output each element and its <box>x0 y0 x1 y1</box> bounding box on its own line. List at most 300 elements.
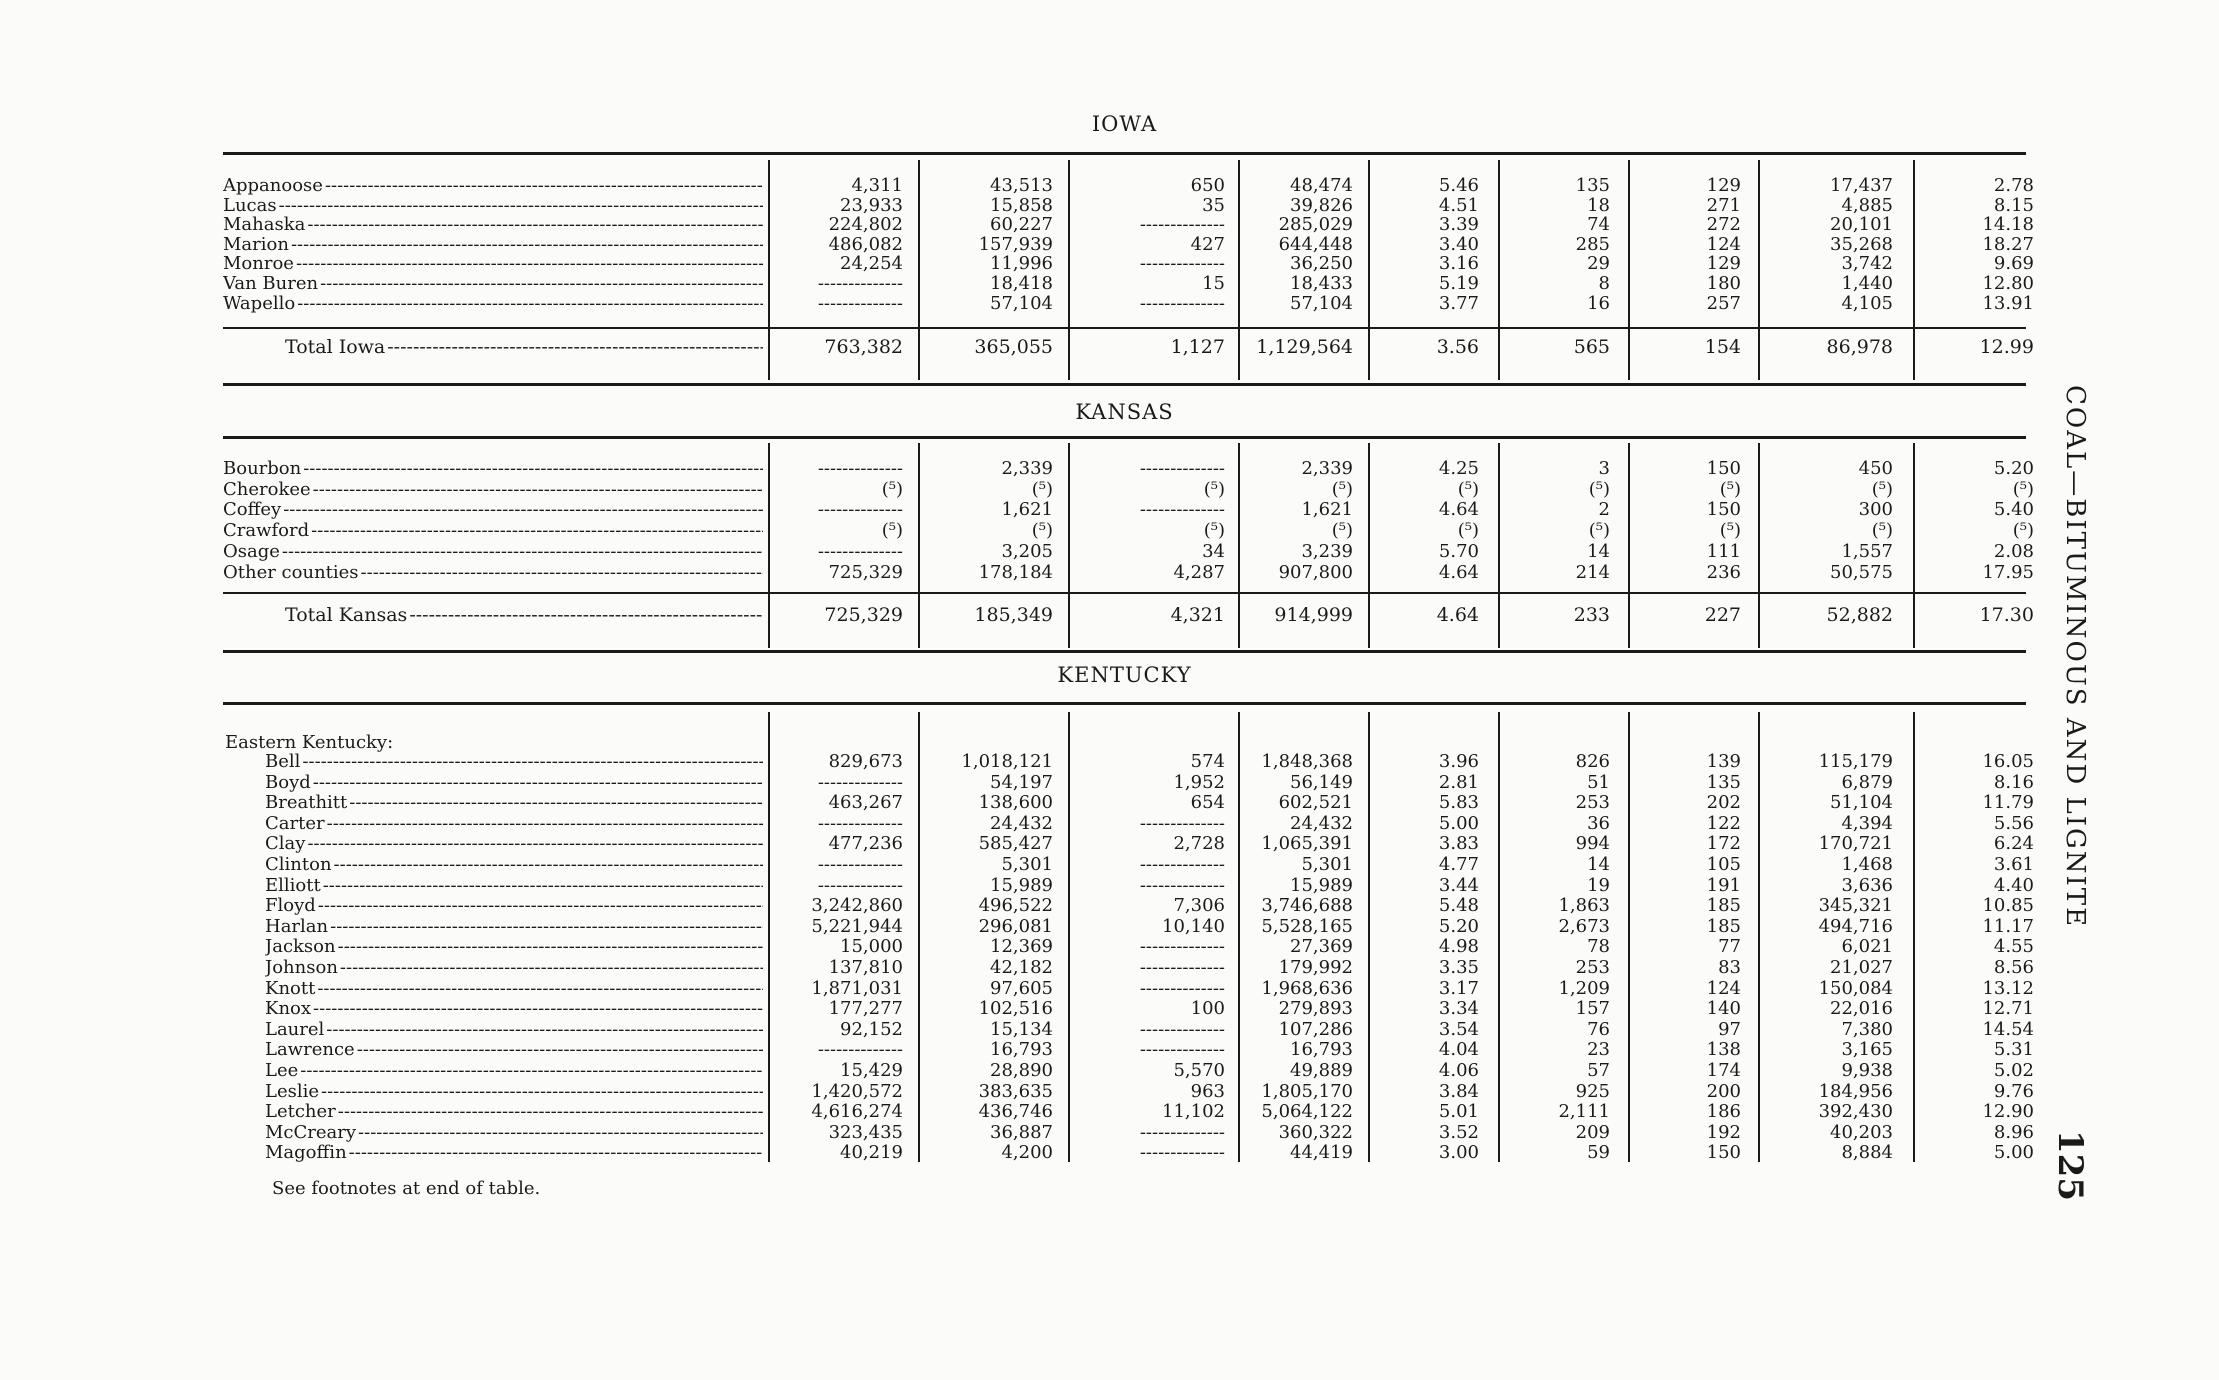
table-cell: 124 <box>1706 977 1741 999</box>
table-cell: (⁵) <box>881 478 903 500</box>
section-bottom-rule <box>223 383 2026 386</box>
table-row <box>223 499 2034 521</box>
table-cell: 5.40 <box>1993 499 2034 521</box>
table-cell: 2,673 <box>1558 915 1610 937</box>
table-cell: (⁵) <box>1588 478 1610 500</box>
table-row <box>223 194 2034 216</box>
table-cell: 392,430 <box>1818 1101 1893 1123</box>
table-cell: 5.56 <box>1993 812 2034 834</box>
table-row <box>223 478 2034 500</box>
table-cell: 236 <box>1706 561 1741 583</box>
section-bottom-rule <box>223 650 2026 653</box>
table-cell: 40,219 <box>840 1142 903 1164</box>
table-row <box>223 915 2034 937</box>
table-cell: 54,197 <box>990 771 1053 793</box>
table-cell: 3,746,688 <box>1261 895 1353 917</box>
table-cell: 285 <box>1575 233 1610 255</box>
table-cell: 97,605 <box>990 977 1053 999</box>
table-cell: 157 <box>1575 998 1610 1020</box>
table-row <box>223 253 2034 275</box>
table-cell: 644,448 <box>1278 233 1353 255</box>
table-cell: 15,989 <box>990 874 1053 896</box>
table-cell: 11,996 <box>990 253 1053 275</box>
table-cell: 150,084 <box>1818 977 1893 999</box>
table-cell: 135 <box>1575 175 1610 196</box>
table-cell: 1,065,391 <box>1261 833 1353 855</box>
table-cell: 14 <box>1587 854 1610 875</box>
table-cell: 3,165 <box>1841 1039 1893 1061</box>
table-cell: 180 <box>1706 273 1741 294</box>
table-cell: 5.00 <box>1993 1142 2034 1164</box>
table-cell: 172 <box>1706 833 1741 855</box>
table-cell: 49,889 <box>1290 1060 1353 1081</box>
table-cell: -------------- <box>1139 977 1225 999</box>
table-cell: (⁵) <box>1457 478 1479 500</box>
row-label: Laurel ----- <box>265 1020 763 1040</box>
table-cell: 10.85 <box>1982 895 2034 917</box>
page-number: 125 <box>2050 1130 2090 1201</box>
table-cell: -------------- <box>1139 854 1225 875</box>
table-cell: 9,938 <box>1841 1060 1893 1081</box>
table-cell: -------------- <box>1139 292 1225 314</box>
table-cell: 3.39 <box>1438 214 1479 236</box>
row-label: Lucas ----- <box>223 196 763 216</box>
section-top-rule <box>223 436 2026 439</box>
table-row <box>223 957 2034 978</box>
row-label: Crawford ----- <box>223 521 763 541</box>
table-cell: 27,369 <box>1290 936 1353 958</box>
table-cell: 1,871,031 <box>811 977 903 999</box>
table-cell: 5,570 <box>1173 1060 1225 1081</box>
table-cell: 829,673 <box>828 751 903 772</box>
table-cell: 60,227 <box>990 214 1053 236</box>
table-cell: 10,140 <box>1162 915 1225 937</box>
subheading: Eastern Kentucky: <box>225 732 394 753</box>
table-cell: 24,432 <box>1290 812 1353 834</box>
table-cell: 3.83 <box>1438 833 1479 855</box>
table-cell: 174 <box>1706 1060 1741 1081</box>
table-cell: 1,440 <box>1841 273 1893 294</box>
table-cell: 8.56 <box>1993 957 2034 978</box>
table-row <box>223 561 2034 583</box>
table-cell: 3,239 <box>1301 540 1353 562</box>
total-cell: 52,882 <box>1826 604 1893 626</box>
table-row <box>223 895 2034 917</box>
table-cell: 5.31 <box>1993 1039 2034 1061</box>
table-cell: 1,805,170 <box>1261 1080 1353 1102</box>
table-cell: -------------- <box>817 540 903 562</box>
table-cell: 6,879 <box>1841 771 1893 793</box>
table-cell: 296,081 <box>978 915 1053 937</box>
row-label: Lee ----- <box>265 1061 763 1081</box>
table-cell: 8.96 <box>1993 1121 2034 1143</box>
row-label: Bell ----- <box>265 752 763 772</box>
table-cell: 107,286 <box>1278 1018 1353 1040</box>
table-row <box>223 1101 2034 1123</box>
table-cell: 4.98 <box>1438 936 1479 958</box>
table-cell: 13.12 <box>1982 977 2034 999</box>
table-cell: 14 <box>1587 540 1610 562</box>
table-cell: 17.95 <box>1982 561 2034 583</box>
table-cell: 285,029 <box>1278 214 1353 236</box>
table-cell: 51 <box>1587 771 1610 793</box>
table-cell: 383,635 <box>978 1080 1053 1102</box>
table-cell: (⁵) <box>2012 520 2034 542</box>
table-cell: 12,369 <box>990 936 1053 958</box>
table-cell: 4.25 <box>1438 458 1479 479</box>
table-cell: 2,339 <box>1001 458 1053 479</box>
table-cell: 43,513 <box>990 175 1053 196</box>
table-cell: -------------- <box>817 458 903 479</box>
table-cell: 15,000 <box>840 936 903 958</box>
table-cell: 436,746 <box>978 1101 1053 1123</box>
table-cell: -------------- <box>817 1039 903 1061</box>
table-cell: 494,716 <box>1818 915 1893 937</box>
table-cell: 7,380 <box>1841 1018 1893 1040</box>
table-row <box>223 874 2034 896</box>
table-row <box>223 977 2034 999</box>
table-cell: 36,887 <box>990 1121 1053 1143</box>
table-row <box>223 833 2034 855</box>
row-label: Floyd ----- <box>265 896 763 916</box>
table-cell: 157,939 <box>978 233 1053 255</box>
table-cell: -------------- <box>817 292 903 314</box>
table-cell: 122 <box>1706 812 1741 834</box>
table-cell: 191 <box>1706 874 1741 896</box>
table-cell: 8,884 <box>1841 1142 1893 1164</box>
row-label: Marion ----- <box>223 235 763 255</box>
table-cell: 18,418 <box>990 273 1053 294</box>
table-cell: 1,420,572 <box>811 1080 903 1102</box>
table-cell: 345,321 <box>1818 895 1893 917</box>
total-cell: 1,129,564 <box>1256 336 1353 358</box>
table-cell: 18.27 <box>1982 233 2034 255</box>
table-row <box>223 175 2034 196</box>
table-row <box>223 751 2034 772</box>
table-cell: (⁵) <box>1719 520 1741 542</box>
table-cell: 907,800 <box>1278 561 1353 583</box>
table-cell: (⁵) <box>1871 478 1893 500</box>
table-cell: 486,082 <box>828 233 903 255</box>
table-cell: 12.71 <box>1982 998 2034 1020</box>
table-cell: -------------- <box>817 273 903 294</box>
table-cell: 3.52 <box>1438 1121 1479 1143</box>
total-cell: 914,999 <box>1274 604 1353 626</box>
table-cell: 138 <box>1706 1039 1741 1061</box>
row-label: Breathitt ----- <box>265 793 763 813</box>
table-cell: 57,104 <box>1290 292 1353 314</box>
row-label: Clay ----- <box>265 834 763 854</box>
running-title: COAL—BITUMINOUS AND LIGNITE <box>2060 385 2090 929</box>
table-cell: 5.02 <box>1993 1060 2034 1081</box>
table-cell: 463,267 <box>828 792 903 814</box>
table-cell: (⁵) <box>1588 520 1610 542</box>
table-cell: 5.46 <box>1438 175 1479 196</box>
row-label: Jackson ----- <box>265 937 763 957</box>
table-cell: 5,301 <box>1001 854 1053 875</box>
total-label: Total Iowa ----- <box>285 337 763 357</box>
table-cell: 192 <box>1706 1121 1741 1143</box>
table-cell: 150 <box>1706 499 1741 521</box>
total-label: Total Kansas ----- <box>285 605 763 625</box>
table-cell: -------------- <box>817 812 903 834</box>
table-cell: 5.00 <box>1438 812 1479 834</box>
table-cell: (⁵) <box>1031 520 1053 542</box>
table-cell: 77 <box>1718 936 1741 958</box>
table-cell: 1,621 <box>1301 499 1353 521</box>
table-cell: 5,064,122 <box>1261 1101 1353 1123</box>
table-cell: 11,102 <box>1162 1101 1225 1123</box>
table-cell: 35 <box>1202 194 1225 216</box>
table-cell: (⁵) <box>1719 478 1741 500</box>
table-cell: 139 <box>1706 751 1741 772</box>
row-label: Osage ----- <box>223 542 763 562</box>
table-row <box>223 1039 2034 1061</box>
table-cell: 23,933 <box>840 194 903 216</box>
table-cell: 4.77 <box>1438 854 1479 875</box>
table-cell: 9.76 <box>1993 1080 2034 1102</box>
table-cell: 200 <box>1706 1080 1741 1102</box>
table-cell: 4.64 <box>1438 499 1479 521</box>
table-row <box>223 1142 2034 1164</box>
table-cell: 602,521 <box>1278 792 1353 814</box>
table-row <box>223 998 2034 1020</box>
table-cell: 3,242,860 <box>811 895 903 917</box>
table-cell: 57,104 <box>990 292 1053 314</box>
table-cell: 9.69 <box>1993 253 2034 275</box>
row-label: Johnson ----- <box>265 958 763 978</box>
table-cell: 3,636 <box>1841 874 1893 896</box>
table-cell: 8 <box>1598 273 1610 294</box>
table-cell: 5.19 <box>1438 273 1479 294</box>
table-cell: 427 <box>1190 233 1225 255</box>
table-cell: 224,802 <box>828 214 903 236</box>
section-title: KANSAS <box>1075 400 1174 424</box>
table-cell: 29 <box>1587 253 1610 275</box>
table-cell: 4.04 <box>1438 1039 1479 1061</box>
total-cell: 233 <box>1573 604 1610 626</box>
row-label: Monroe ----- <box>223 254 763 274</box>
table-cell: 1,018,121 <box>961 751 1053 772</box>
table-cell: 202 <box>1706 792 1741 814</box>
table-cell: 7,306 <box>1173 895 1225 917</box>
table-cell: 179,992 <box>1278 957 1353 978</box>
table-cell: 2,728 <box>1173 833 1225 855</box>
table-cell: 1,209 <box>1558 977 1610 999</box>
row-label: Other counties ----- <box>223 563 763 583</box>
table-cell: -------------- <box>817 874 903 896</box>
table-cell: 92,152 <box>840 1018 903 1040</box>
table-cell: 3,742 <box>1841 253 1893 275</box>
row-label: Van Buren ----- <box>223 274 763 294</box>
total-cell: 86,978 <box>1826 336 1893 358</box>
table-cell: 4.51 <box>1438 194 1479 216</box>
table-row <box>223 214 2034 236</box>
table-cell: 585,427 <box>978 833 1053 855</box>
total-cell: 725,329 <box>824 604 903 626</box>
table-cell: (⁵) <box>1457 520 1479 542</box>
table-cell: 24,254 <box>840 253 903 275</box>
table-cell: 185 <box>1706 915 1741 937</box>
table-cell: 18,433 <box>1290 273 1353 294</box>
table-cell: 186 <box>1706 1101 1741 1123</box>
table-cell: 4,394 <box>1841 812 1893 834</box>
row-label: Coffey ----- <box>223 500 763 520</box>
table-cell: -------------- <box>1139 499 1225 521</box>
table-cell: -------------- <box>1139 1142 1225 1164</box>
table-cell: 50,575 <box>1830 561 1893 583</box>
table-cell: 59 <box>1587 1142 1610 1164</box>
row-label: Carter ----- <box>265 814 763 834</box>
table-cell: 5.70 <box>1438 540 1479 562</box>
table-row <box>223 1018 2034 1040</box>
table-cell: 28,890 <box>990 1060 1053 1081</box>
row-label: Appanoose ----- <box>223 176 763 196</box>
table-cell: 20,101 <box>1830 214 1893 236</box>
table-cell: 44,419 <box>1290 1142 1353 1164</box>
table-cell: -------------- <box>817 854 903 875</box>
row-label: Magoffin ----- <box>265 1143 763 1163</box>
table-cell: 150 <box>1706 458 1741 479</box>
table-cell: -------------- <box>1139 253 1225 275</box>
table-cell: 2 <box>1598 499 1610 521</box>
table-cell: 100 <box>1190 998 1225 1020</box>
total-rule <box>223 327 2026 329</box>
table-cell: 170,721 <box>1818 833 1893 855</box>
row-label: Letcher ----- <box>265 1102 763 1122</box>
table-cell: (⁵) <box>881 520 903 542</box>
row-label: Leslie ----- <box>265 1082 763 1102</box>
table-cell: 253 <box>1575 792 1610 814</box>
table-cell: 477,236 <box>828 833 903 855</box>
table-cell: 21,027 <box>1830 957 1893 978</box>
row-label: Clinton ----- <box>265 855 763 875</box>
table-cell: (⁵) <box>1203 478 1225 500</box>
table-row <box>223 812 2034 834</box>
table-cell: 271 <box>1706 194 1741 216</box>
table-cell: 654 <box>1190 792 1225 814</box>
table-cell: 3.34 <box>1438 998 1479 1020</box>
footnote: See footnotes at end of table. <box>272 1178 541 1199</box>
table-row <box>223 854 2034 875</box>
total-cell: 227 <box>1704 604 1741 626</box>
table-row <box>223 1060 2034 1081</box>
table-cell: 323,435 <box>828 1121 903 1143</box>
table-cell: 725,329 <box>828 561 903 583</box>
table-cell: (⁵) <box>1331 478 1353 500</box>
table-cell: 15,134 <box>990 1018 1053 1040</box>
table-cell: 185 <box>1706 895 1741 917</box>
row-label: Elliott ----- <box>265 876 763 896</box>
table-cell: 300 <box>1858 499 1893 521</box>
table-cell: 105 <box>1706 854 1741 875</box>
table-cell: 2,111 <box>1558 1101 1610 1123</box>
table-cell: 3,205 <box>1001 540 1053 562</box>
total-cell: 12.99 <box>1979 336 2034 358</box>
table-cell: 925 <box>1575 1080 1610 1102</box>
table-cell: 963 <box>1190 1080 1225 1102</box>
table-cell: 1,863 <box>1558 895 1610 917</box>
table-cell: 16 <box>1587 292 1610 314</box>
table-cell: 15,858 <box>990 194 1053 216</box>
table-cell: 140 <box>1706 998 1741 1020</box>
table-cell: 1,621 <box>1001 499 1053 521</box>
table-cell: 24,432 <box>990 812 1053 834</box>
table-cell: 6,021 <box>1841 936 1893 958</box>
table-cell: -------------- <box>1139 214 1225 236</box>
table-cell: 5,301 <box>1301 854 1353 875</box>
table-cell: 137,810 <box>828 957 903 978</box>
table-row <box>223 936 2034 958</box>
table-cell: 74 <box>1587 214 1610 236</box>
row-label: Lawrence ----- <box>265 1040 763 1060</box>
table-cell: 129 <box>1706 253 1741 275</box>
table-cell: 5,221,944 <box>811 915 903 937</box>
table-cell: 13.91 <box>1982 292 2034 314</box>
table-cell: 124 <box>1706 233 1741 255</box>
table-cell: 826 <box>1575 751 1610 772</box>
table-cell: 115,179 <box>1818 751 1893 772</box>
table-cell: 78 <box>1587 936 1610 958</box>
table-cell: (⁵) <box>1031 478 1053 500</box>
table-cell: -------------- <box>1139 957 1225 978</box>
table-cell: 135 <box>1706 771 1741 793</box>
table-cell: 209 <box>1575 1121 1610 1143</box>
total-cell: 365,055 <box>974 336 1053 358</box>
table-cell: 5.83 <box>1438 792 1479 814</box>
table-cell: -------------- <box>1139 1121 1225 1143</box>
table-cell: 16.05 <box>1982 751 2034 772</box>
table-cell: 360,322 <box>1278 1121 1353 1143</box>
table-cell: 5,528,165 <box>1261 915 1353 937</box>
table-cell: 57 <box>1587 1060 1610 1081</box>
total-cell: 185,349 <box>974 604 1053 626</box>
table-row <box>223 1080 2034 1102</box>
table-cell: 3.84 <box>1438 1080 1479 1102</box>
table-row <box>223 458 2034 479</box>
table-cell: 272 <box>1706 214 1741 236</box>
section-title: IOWA <box>1091 112 1158 136</box>
table-cell: (⁵) <box>1331 520 1353 542</box>
row-label: Cherokee ----- <box>223 480 763 500</box>
table-row <box>223 540 2034 562</box>
table-cell: 4,311 <box>851 175 903 196</box>
table-cell: 48,474 <box>1290 175 1353 196</box>
table-row <box>223 1121 2034 1143</box>
table-cell: 3.35 <box>1438 957 1479 978</box>
table-cell: 36 <box>1587 812 1610 834</box>
table-cell: 5.01 <box>1438 1101 1479 1123</box>
table-row <box>223 273 2034 294</box>
table-cell: 3.16 <box>1438 253 1479 275</box>
total-cell: 763,382 <box>824 336 903 358</box>
table-cell: 3.54 <box>1438 1018 1479 1040</box>
total-cell: 154 <box>1704 336 1741 358</box>
total-cell: 17.30 <box>1979 604 2034 626</box>
table-cell: -------------- <box>817 499 903 521</box>
table-cell: 4,885 <box>1841 194 1893 216</box>
table-cell: 36,250 <box>1290 253 1353 275</box>
table-cell: 5.20 <box>1438 915 1479 937</box>
table-cell: 3 <box>1598 458 1610 479</box>
table-cell: 138,600 <box>978 792 1053 814</box>
table-cell: 23 <box>1587 1039 1610 1061</box>
table-cell: 83 <box>1718 957 1741 978</box>
table-cell: 4.40 <box>1993 874 2034 896</box>
row-label: Mahaska ----- <box>223 215 763 235</box>
table-cell: 3.40 <box>1438 233 1479 255</box>
table-cell: 4,200 <box>1001 1142 1053 1164</box>
